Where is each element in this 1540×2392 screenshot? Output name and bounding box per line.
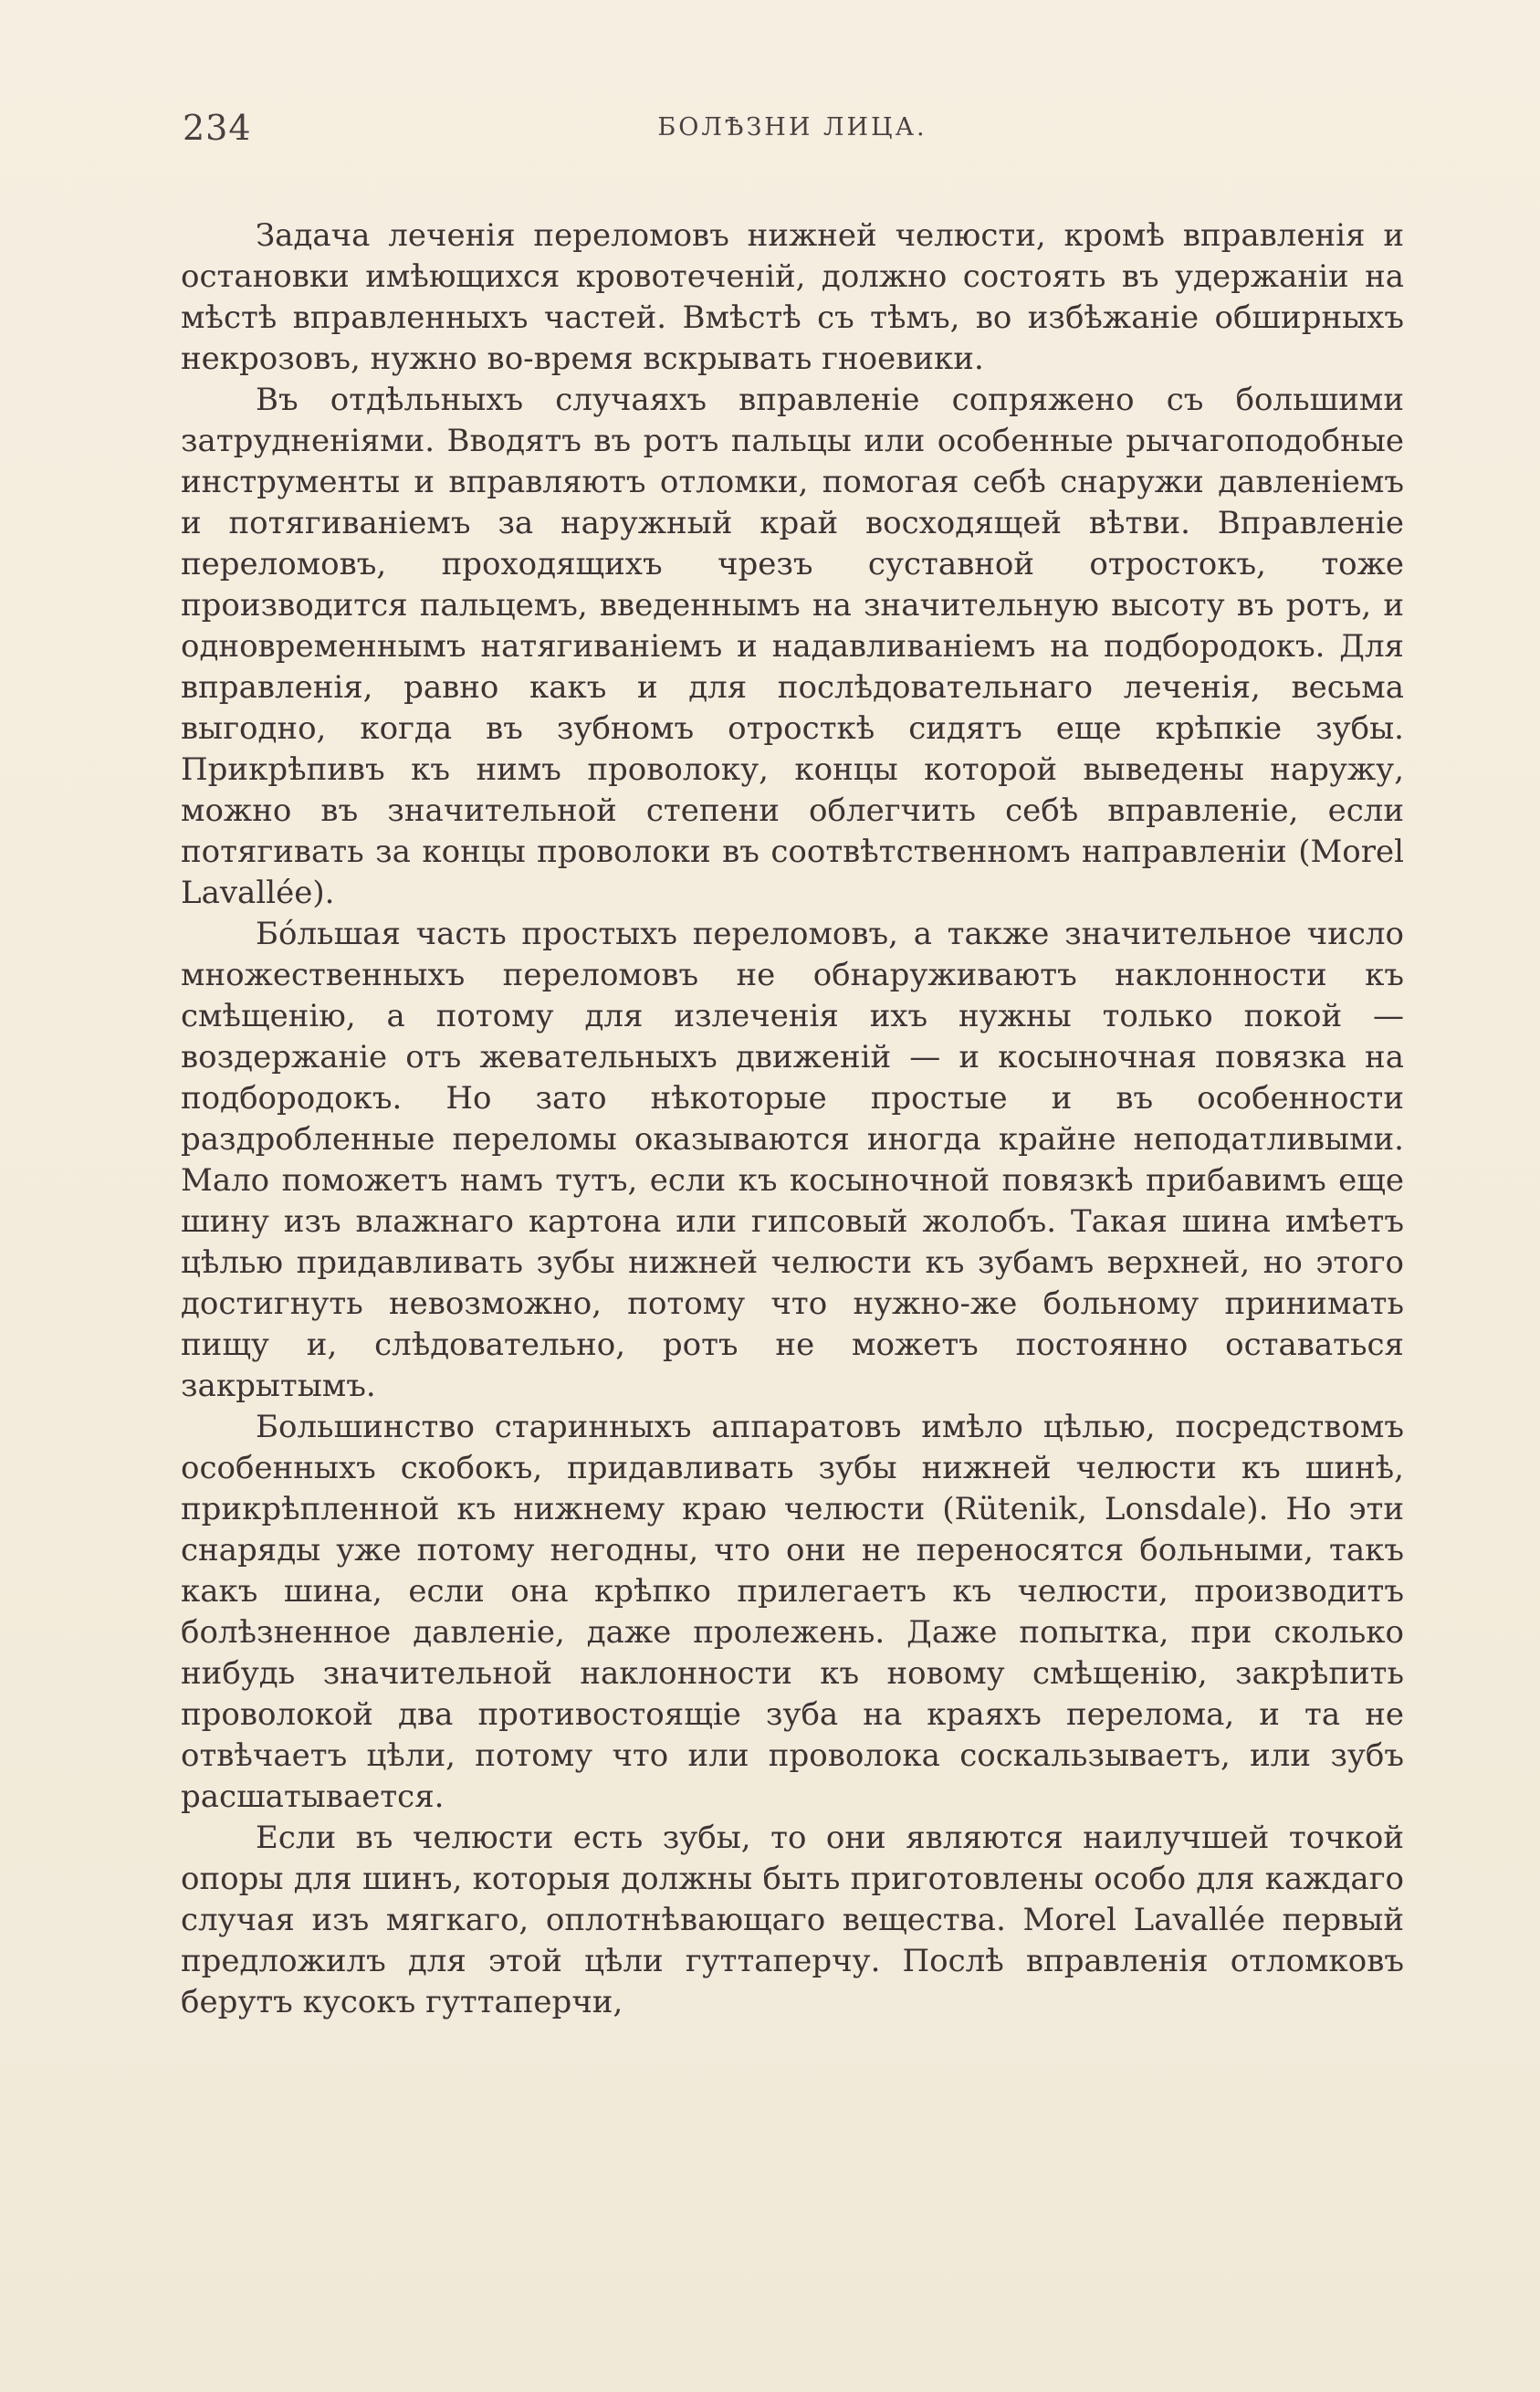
body-text	[181, 215, 1404, 2023]
paragraph-3: Бо́льшая часть простыхъ переломовъ, а также значительное число множественныхъ переломовъ не обнаруживаютъ наклонности къ смѣщенію, а потому для излеченія ихъ нужны только покой — воздержаніе отъ жевательныхъ движеній — и косыночная повязка на подбородокъ. Но зато нѣкоторые простые и въ особенности раздробленные переломы оказываются иногда крайне неподатливыми. Мало поможетъ намъ тутъ, если къ косыночной повязкѣ прибавимъ еще шину изъ влажнаго картона или гипсовый жолобъ. Такая шина имѣетъ цѣлью придавливать зубы нижней челюсти къ зубамъ верхней, но этого достигнуть невозможно, потому что нужно-же больному принимать пищу и, слѣдовательно, ротъ не можетъ постоянно оставаться закрытымъ.	[181, 916, 1404, 1404]
page-number: 234	[183, 108, 252, 148]
running-title: БОЛѢЗНИ ЛИЦА.	[657, 113, 927, 142]
running-head	[181, 99, 1404, 153]
paragraph-4: Большинство старинныхъ аппаратовъ имѣло цѣлью, посредствомъ особенныхъ скобокъ, придавливать зубы нижней челюсти къ шинѣ, прикрѣпленной къ нижнему краю челюсти (Rütenik, Lonsdale). Но эти снаряды уже потому негодны, что они не переносятся больными, такъ какъ шина, если она крѣпко прилегаетъ къ челюсти, производитъ болѣзненное давленіе, даже пролежень. Даже попытка, при сколько нибудь значительной наклонности къ новому смѣщенію, закрѣпить проволокой два противостоящіе зуба на краяхъ перелома, и та не отвѣчаетъ цѣли, потому что или проволока соскальзываетъ, или зубъ расшатывается.	[181, 1409, 1404, 1815]
paragraph-1: Задача леченія переломовъ нижней челюсти, кромѣ вправленія и остановки имѣющихся кровотеченій, должно состоять въ удержаніи на мѣстѣ вправленныхъ частей. Вмѣстѣ съ тѣмъ, во избѣжаніе обширныхъ некрозовъ, нужно во-время вскрывать гноевики.	[181, 217, 1404, 377]
paragraph-2: Въ отдѣльныхъ случаяхъ вправленіе сопряжено съ большими затрудненіями. Вводятъ въ ротъ пальцы или особенные рычагоподобные инструменты и вправляютъ отломки, помогая себѣ снаружи давленіемъ и потягиваніемъ за наружный край восходящей вѣтви. Вправленіе переломовъ, проходящихъ чрезъ суставной отростокъ, тоже производится пальцемъ, введеннымъ на значительную высоту въ ротъ, и одновременнымъ натягиваніемъ и надавливаніемъ на подбородокъ. Для вправленія, равно какъ и для послѣдовательнаго леченія, весьма выгодно, когда въ зубномъ отросткѣ сидятъ еще крѣпкіе зубы. Прикрѣпивъ къ нимъ проволоку, концы которой выведены наружу, можно въ значительной степени облегчить себѣ вправленіе, если потягивать за концы проволоки въ соотвѣтственномъ направленіи (Morel Lavallée).	[181, 382, 1404, 911]
paragraph-5: Если въ челюсти есть зубы, то они являются наилучшей точкой опоры для шинъ, которыя должны быть приготовлены особо для каждаго случая изъ мягкаго, оплотнѣвающаго вещества. Morel Lavallée первый предложилъ для этой цѣли гуттаперчу. Послѣ вправленія отломковъ берутъ кусокъ гуттаперчи,	[181, 1820, 1404, 2020]
